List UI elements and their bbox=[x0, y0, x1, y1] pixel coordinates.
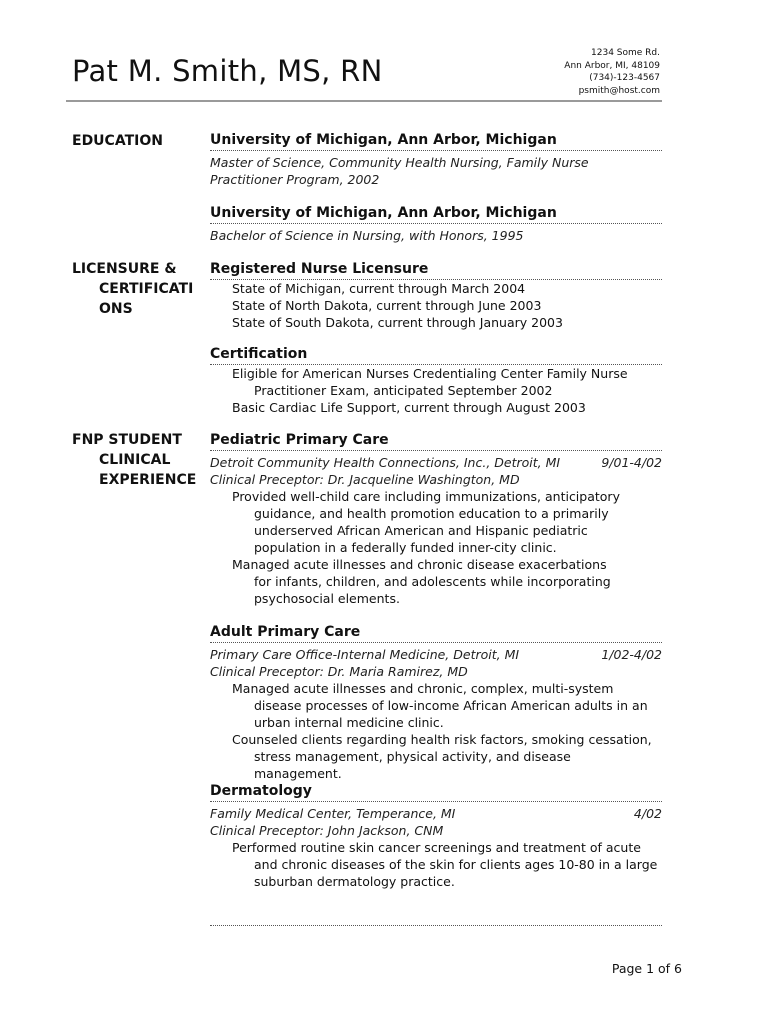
email-address: psmith@host.com bbox=[578, 85, 660, 96]
section-label-education: EDUCATION bbox=[72, 133, 163, 149]
list-item: Managed acute illnesses and chronic disease exacerbations for infants, children, and adolescents while incorporating psychosocial elements. bbox=[232, 557, 611, 606]
clinical-label-line-2: CLINICAL bbox=[99, 452, 171, 468]
rotation-site: Detroit Community Health Connections, Inc., Detroit, MI bbox=[210, 455, 561, 470]
rotation-title: Adult Primary Care bbox=[210, 623, 662, 643]
education-school-1: University of Michigan, Ann Arbor, Michigan bbox=[210, 131, 662, 151]
certification-entry bbox=[210, 345, 662, 416]
rotation-site: Family Medical Center, Temperance, MI bbox=[210, 806, 456, 821]
list-item: State of North Dakota, current through June 2003 bbox=[232, 298, 542, 313]
rotation-title: Pediatric Primary Care bbox=[210, 431, 662, 451]
licensure-label-line-2: CERTIFICATI bbox=[99, 281, 194, 297]
rotation-preceptor: Clinical Preceptor: John Jackson, CNM bbox=[210, 823, 444, 838]
certification-title: Certification bbox=[210, 345, 662, 365]
section-divider bbox=[210, 925, 662, 926]
list-item: State of South Dakota, current through January 2003 bbox=[232, 315, 563, 330]
clinical-label-line-1: FNP STUDENT bbox=[72, 432, 182, 448]
education-school-2: University of Michigan, Ann Arbor, Michigan bbox=[210, 204, 662, 224]
rotation-adult bbox=[210, 623, 662, 782]
list-item: Provided well-child care including immunizations, anticipatory guidance, and health promotion education to a primarily underserved African American and Hispanic pediatric population in a federally funded inner-city clinic. bbox=[232, 489, 620, 555]
candidate-name: Pat M. Smith, MS, RN bbox=[72, 54, 383, 88]
header-divider bbox=[66, 100, 662, 102]
rotation-dermatology bbox=[210, 782, 662, 890]
section-label-licensure bbox=[72, 259, 196, 319]
section-label-clinical bbox=[72, 430, 196, 490]
page-number: Page 1 of 6 bbox=[611, 961, 682, 976]
rotation-dates: 1/02-4/02 bbox=[601, 647, 662, 662]
rotation-site: Primary Care Office-Internal Medicine, Detroit, MI bbox=[210, 647, 520, 662]
rotation-dates: 9/01-4/02 bbox=[601, 455, 662, 470]
clinical-label-line-3: EXPERIENCE bbox=[99, 472, 197, 488]
list-item: Managed acute illnesses and chronic, complex, multi-system disease processes of low-income African American adults in an urban internal medicine clinic. bbox=[232, 681, 648, 730]
rotation-preceptor: Clinical Preceptor: Dr. Jacqueline Washington, MD bbox=[210, 472, 520, 487]
rotation-title: Dermatology bbox=[210, 782, 662, 802]
phone-number: (734)-123-4567 bbox=[589, 73, 660, 84]
address-line-2: Ann Arbor, MI, 48109 bbox=[564, 60, 660, 71]
education-degree-1-line-2: Practitioner Program, 2002 bbox=[210, 172, 380, 187]
list-item: Counseled clients regarding health risk factors, smoking cessation, stress management, physical activity, and disease management. bbox=[232, 732, 652, 781]
list-item: State of Michigan, current through March 2004 bbox=[232, 281, 526, 296]
list-item: Performed routine skin cancer screenings and treatment of acute and chronic diseases of the skin for clients ages 10-80 in a large suburban dermatology practice. bbox=[232, 840, 658, 889]
list-item: Basic Cardiac Life Support, current through August 2003 bbox=[232, 400, 586, 415]
licensure-label-line-1: LICENSURE & bbox=[72, 261, 177, 277]
rn-licensure-title: Registered Nurse Licensure bbox=[210, 260, 662, 280]
rotation-dates: 4/02 bbox=[633, 806, 662, 821]
list-item: Eligible for American Nurses Credentialing Center Family Nurse Practitioner Exam, anticipated September 2002 bbox=[232, 366, 628, 398]
licensure-label-line-3: ONS bbox=[99, 301, 133, 317]
contact-block bbox=[564, 47, 660, 97]
education-entry-2 bbox=[210, 204, 662, 244]
rn-licensure-entry bbox=[210, 260, 662, 331]
address-line-1: 1234 Some Rd. bbox=[591, 48, 660, 58]
education-degree-1-line-1: Master of Science, Community Health Nursing, Family Nurse bbox=[210, 155, 589, 170]
rotation-preceptor: Clinical Preceptor: Dr. Maria Ramirez, MD bbox=[210, 664, 468, 679]
rotation-pediatric bbox=[210, 431, 662, 607]
education-entry-1 bbox=[210, 131, 662, 188]
education-degree-2: Bachelor of Science in Nursing, with Honors, 1995 bbox=[210, 228, 524, 243]
